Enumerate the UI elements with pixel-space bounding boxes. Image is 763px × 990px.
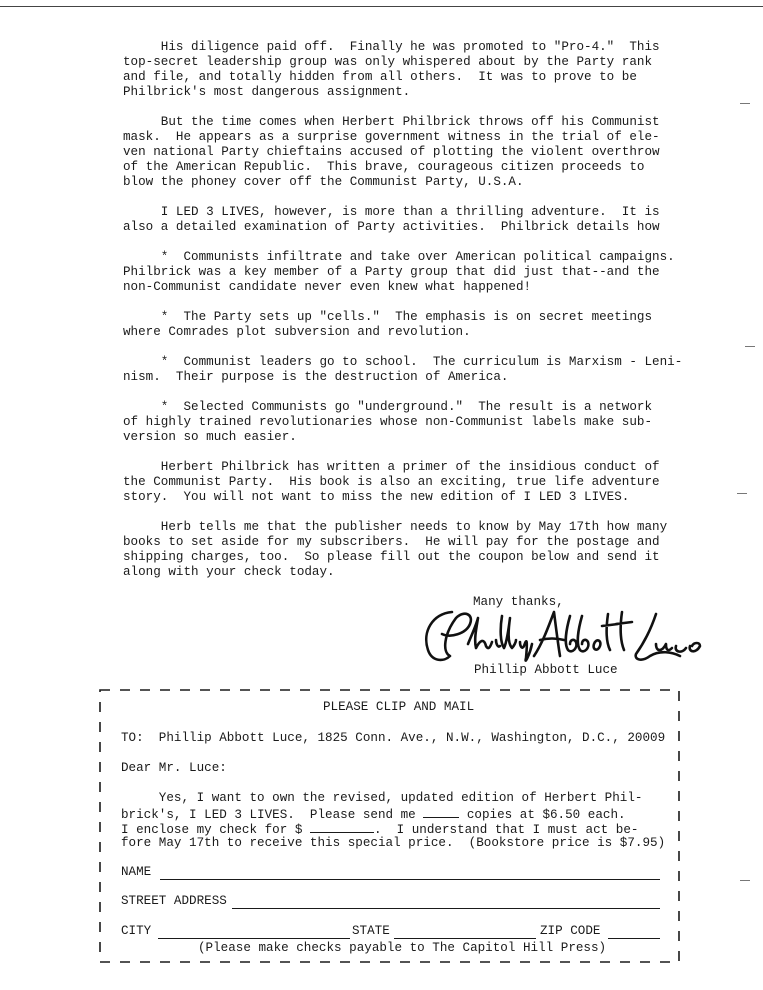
margin-mark xyxy=(737,493,747,494)
street-address-field[interactable] xyxy=(232,908,660,909)
letter-line: shipping charges, too. So please fill out the coupon below and send it xyxy=(123,550,660,564)
state-label: STATE xyxy=(352,924,390,938)
letter-line: His diligence paid off. Finally he was promoted to "Pro-4." This xyxy=(123,40,660,54)
state-field[interactable] xyxy=(394,938,536,939)
letter-line: Philbrick's most dangerous assignment. xyxy=(123,85,411,99)
letter-paragraph xyxy=(123,250,675,295)
closing: Many thanks, xyxy=(473,595,564,609)
letter-paragraph xyxy=(123,310,663,340)
order-line-2-end: copies at $6.50 each. xyxy=(459,808,626,822)
letter-line: of highly trained revolutionaries whose non-Communist labels make sub- xyxy=(123,415,653,429)
letter-paragraph xyxy=(123,460,663,505)
order-line-1: Yes, I want to own the revised, updated edition of Herbert Phil- xyxy=(121,791,643,805)
letter-line: Philbrick was a key member of a Party group that did just that--and the xyxy=(123,265,660,279)
name-field[interactable] xyxy=(160,879,660,880)
top-rule xyxy=(0,6,763,7)
street-address-label: STREET ADDRESS xyxy=(121,894,227,908)
letter-line: mask. He appears as a surprise government witness in the trial of ele- xyxy=(123,130,660,144)
margin-mark xyxy=(740,880,750,881)
letter-paragraph xyxy=(123,115,663,190)
letter-paragraph xyxy=(123,400,663,445)
margin-mark xyxy=(740,103,750,104)
letter-line: * Communist leaders go to school. The curriculum is Marxism - Leni- xyxy=(123,355,683,369)
letter-line: Herb tells me that the publisher needs to know by May 17th how many xyxy=(123,520,668,534)
order-line-4: fore May 17th to receive this special price. (Bookstore price is $7.95) xyxy=(121,836,666,850)
letter-line: blow the phoney cover off the Communist Party, U.S.A. xyxy=(123,175,524,189)
check-amount-blank[interactable] xyxy=(310,821,374,833)
letter-line: * The Party sets up "cells." The emphasis is on secret meetings xyxy=(123,310,653,324)
letter-line: story. You will not want to miss the new edition of I LED 3 LIVES. xyxy=(123,490,630,504)
coupon-salutation: Dear Mr. Luce: xyxy=(121,761,227,775)
order-line-3-end: . I understand that I must act be- xyxy=(373,823,639,837)
letter-line: where Comrades plot subversion and revolution. xyxy=(123,325,471,339)
letter-line: * Selected Communists go "underground." The result is a network xyxy=(123,400,653,414)
letter-line: Herbert Philbrick has written a primer of the insidious conduct of xyxy=(123,460,660,474)
city-label: CITY xyxy=(121,924,152,938)
order-line-2-start: brick's, I LED 3 LIVES. Please send me xyxy=(121,808,424,822)
letter-line: the Communist Party. His book is also an exciting, true life adventure xyxy=(123,475,660,489)
coupon-heading: PLEASE CLIP AND MAIL xyxy=(323,700,475,714)
city-field[interactable] xyxy=(158,938,350,939)
coupon-to-line: TO: Phillip Abbott Luce, 1825 Conn. Ave., N.W., Washington, D.C., 20009 xyxy=(121,731,666,745)
letter-line: along with your check today. xyxy=(123,565,335,579)
letter-line: top-secret leadership group was only whispered about by the Party rank xyxy=(123,55,653,69)
letter-line: also a detailed examination of Party activities. Philbrick details how xyxy=(123,220,660,234)
name-label: NAME xyxy=(121,865,152,879)
letter-paragraph xyxy=(123,355,683,385)
coupon-footer-note: (Please make checks payable to The Capitol Hill Press) xyxy=(198,941,607,955)
letter-line: non-Communist candidate never even knew what happened! xyxy=(123,280,532,294)
zip-code-label: ZIP CODE xyxy=(540,924,601,938)
margin-mark xyxy=(745,346,755,347)
letter-line: ven national Party chieftains accused of plotting the violent overthrow xyxy=(123,145,660,159)
copies-blank[interactable] xyxy=(423,806,459,818)
letter-line: version so much easier. xyxy=(123,430,297,444)
letter-line: * Communists infiltrate and take over American political campaigns. xyxy=(123,250,675,264)
letter-line: books to set aside for my subscribers. He will pay for the postage and xyxy=(123,535,660,549)
zip-code-field[interactable] xyxy=(608,938,660,939)
letter-line: and file, and totally hidden from all others. It was to prove to be xyxy=(123,70,637,84)
letter-line: I LED 3 LIVES, however, is more than a thrilling adventure. It is xyxy=(123,205,660,219)
letter-paragraph xyxy=(123,520,668,580)
letter-line: of the American Republic. This brave, courageous citizen proceeds to xyxy=(123,160,645,174)
order-line-3-start: I enclose my check for $ xyxy=(121,823,310,837)
letter-paragraph xyxy=(123,205,663,235)
mail-coupon xyxy=(98,688,681,964)
letter-paragraph xyxy=(123,40,663,100)
letter-line: But the time comes when Herbert Philbrick throws off his Communist xyxy=(123,115,660,129)
letter-line: nism. Their purpose is the destruction of America. xyxy=(123,370,509,384)
signed-name: Phillip Abbott Luce xyxy=(474,663,618,677)
